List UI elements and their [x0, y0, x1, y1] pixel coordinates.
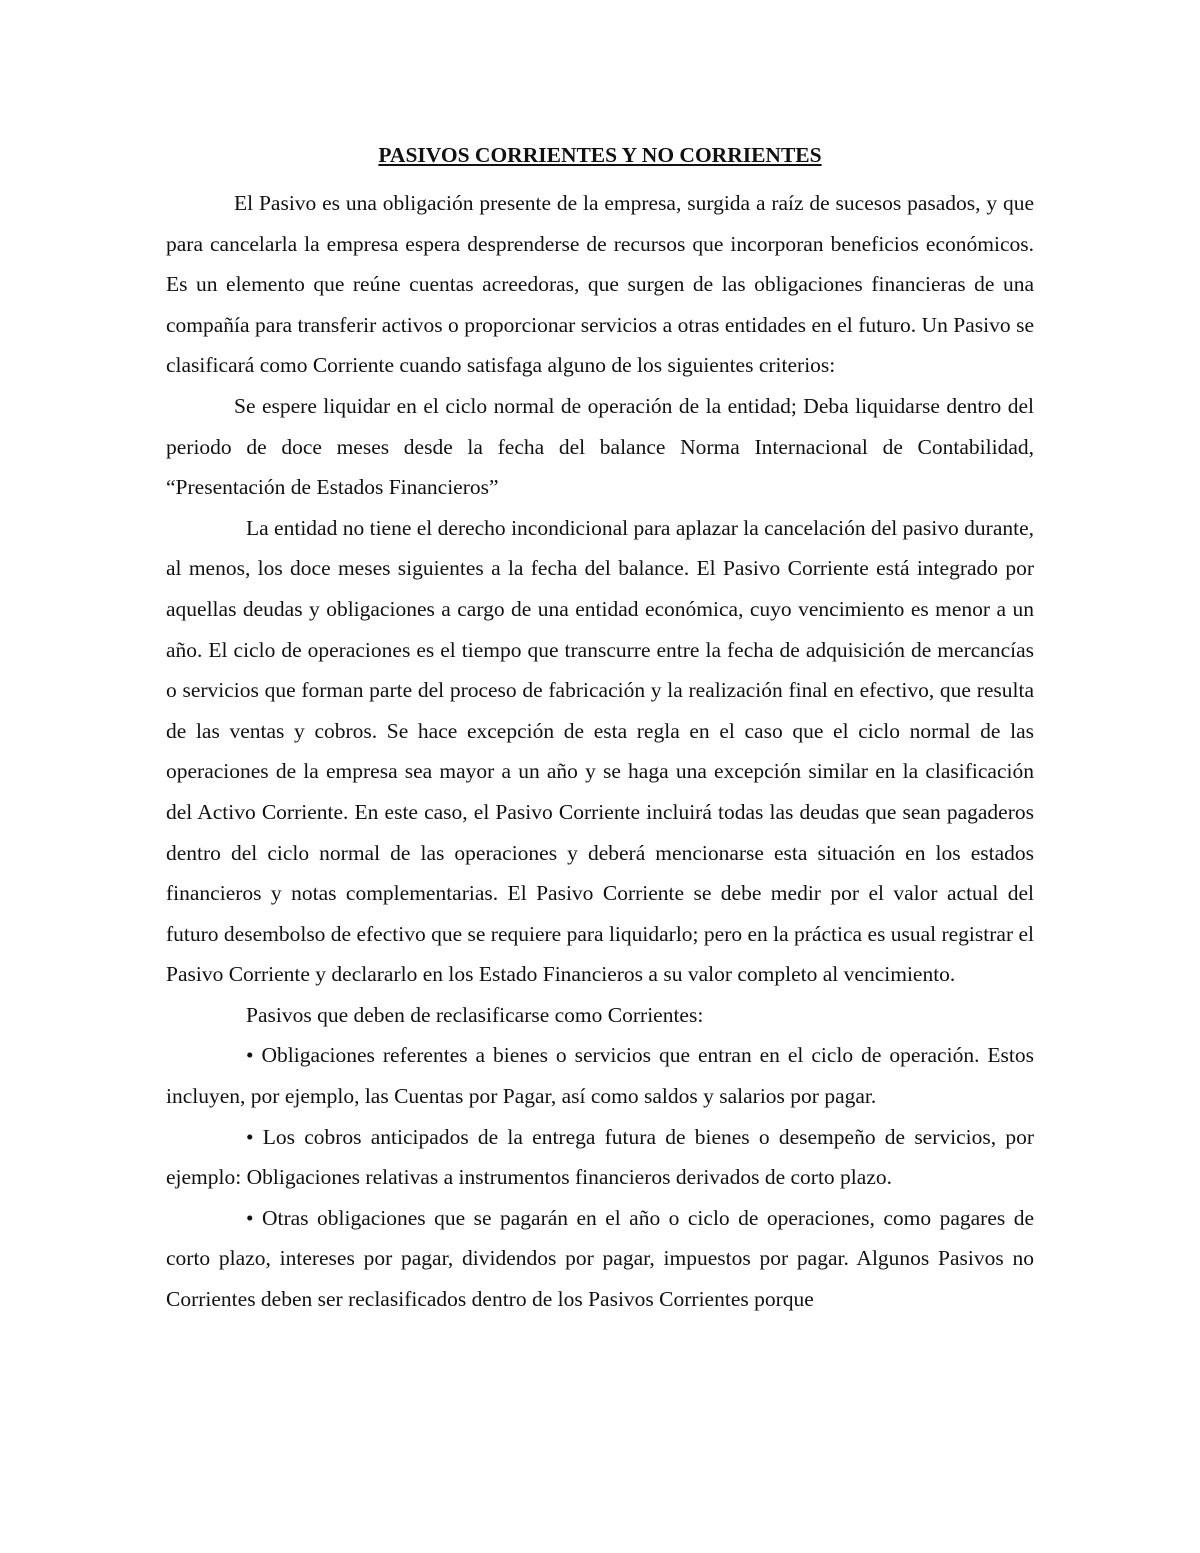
paragraph-definition: El Pasivo es una obligación presente de la empresa, surgida a raíz de sucesos pasados, y que para cancelarla la empresa espera desprenderse de recursos que incorporan beneficios económicos. Es un elemento que reúne cuentas acreedoras, que surgen de las obligaciones financieras de una compañía para transferir activos o proporcionar servicios a otras entidades en el futuro. Un Pasivo se clasificará como Corriente cuando satisfaga alguno de los siguientes criterios:: [166, 191, 1034, 378]
document-body: [166, 140, 1034, 1320]
bullet-item-obligations: • Obligaciones referentes a bienes o servicios que entran en el ciclo de operación. Estos incluyen, por ejemplo, las Cuentas por Pagar, así como saldos y salarios por pagar.: [166, 1043, 1034, 1109]
paragraph-current-liabilities: La entidad no tiene el derecho incondicional para aplazar la cancelación del pasivo durante, al menos, los doce meses siguientes a la fecha del balance. El Pasivo Corriente está integrado por aquellas deudas y obligaciones a cargo de una entidad económica, cuyo vencimiento es menor a un año. El ciclo de operaciones es el tiempo que transcurre entre la fecha de adquisición de mercancías o servicios que forman parte del proceso de fabricación y la realización final en efectivo, que resulta de las ventas y cobros. Se hace excepción de esta regla en el caso que el ciclo normal de las operaciones de la empresa sea mayor a un año y se haga una excepción similar en la clasificación del Activo Corriente. En este caso, el Pasivo Corriente incluirá todas las deudas que sean pagaderos dentro del ciclo normal de las operaciones y deberá mencionarse esta situación en los estados financieros y notas complementarias. El Pasivo Corriente se debe medir por el valor actual del futuro desembolso de efectivo que se requiere para liquidarlo; pero en la práctica es usual registrar el Pasivo Corriente y declararlo en los Estado Financieros a su valor completo al vencimiento.: [166, 515, 1034, 987]
document-title: PASIVOS CORRIENTES Y NO CORRIENTES: [378, 143, 822, 167]
bullet-item-other-obligations: • Otras obligaciones que se pagarán en el año o ciclo de operaciones, como pagares de corto plazo, intereses por pagar, dividendos por pagar, impuestos por pagar. Algunos Pasivos no Corrientes deben ser reclasificados dentro de los Pasivos Corrientes porque: [166, 1205, 1034, 1312]
bullet-item-advance-collections: • Los cobros anticipados de la entrega futura de bienes o desempeño de servicios, por ejemplo: Obligaciones relativas a instrumentos financieros derivados de corto plazo.: [166, 1124, 1034, 1190]
paragraph-reclassify-heading: Pasivos que deben de reclasificarse como Corrientes:: [246, 1002, 704, 1027]
paragraph-criteria: Se espere liquidar en el ciclo normal de operación de la entidad; Deba liquidarse dentro del periodo de doce meses desde la fecha del balance Norma Internacional de Contabilidad, “Presentación de Estados Financieros”: [166, 393, 1034, 500]
